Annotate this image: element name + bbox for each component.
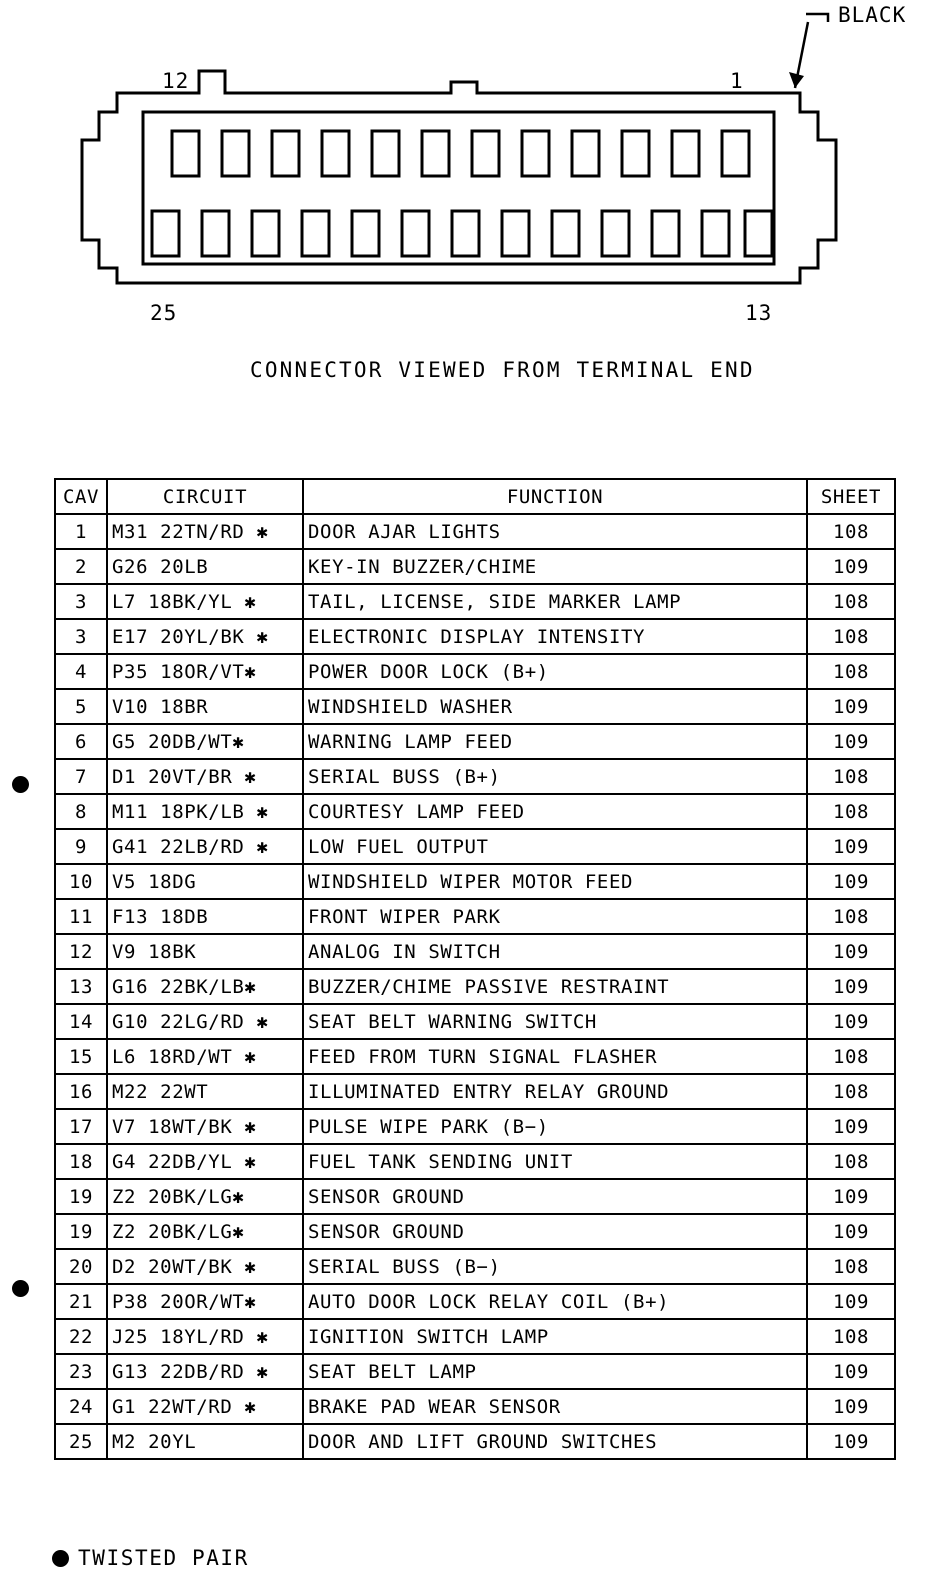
cell-function: POWER DOOR LOCK (B+)	[303, 654, 807, 689]
cell-sheet: 109	[807, 969, 895, 1004]
cell-cav: 23	[55, 1354, 107, 1389]
cell-circuit: V10 18BR	[107, 689, 303, 724]
twisted-pair-marker	[12, 776, 29, 793]
table-row	[55, 1389, 895, 1424]
cell-circuit: G26 20LB	[107, 549, 303, 584]
column-header-circuit: CIRCUIT	[107, 479, 303, 514]
twisted-pair-label: TWISTED PAIR	[78, 1546, 249, 1570]
cell-cav: 13	[55, 969, 107, 1004]
cell-cav: 10	[55, 864, 107, 899]
table-row	[55, 1179, 895, 1214]
cell-cav: 4	[55, 654, 107, 689]
cell-sheet: 108	[807, 619, 895, 654]
cell-function: WARNING LAMP FEED	[303, 724, 807, 759]
cell-circuit: L6 18RD/WT ✱	[107, 1039, 303, 1074]
cell-circuit: Z2 20BK/LG✱	[107, 1214, 303, 1249]
cell-sheet: 109	[807, 1354, 895, 1389]
pin-label-12: 12	[162, 69, 190, 93]
cell-function: BUZZER/CHIME PASSIVE RESTRAINT	[303, 969, 807, 1004]
table-row	[55, 829, 895, 864]
cell-function: SENSOR GROUND	[303, 1214, 807, 1249]
twisted-pair-marker	[12, 1280, 29, 1297]
cell-cav: 8	[55, 794, 107, 829]
cell-cav: 11	[55, 899, 107, 934]
table-row	[55, 1039, 895, 1074]
twisted-pair-dot-icon	[52, 1550, 69, 1567]
cell-cav: 17	[55, 1109, 107, 1144]
cell-function: WINDSHIELD WIPER MOTOR FEED	[303, 864, 807, 899]
cell-sheet: 108	[807, 759, 895, 794]
cell-cav: 5	[55, 689, 107, 724]
cell-function: ANALOG IN SWITCH	[303, 934, 807, 969]
pin-label-25: 25	[150, 301, 178, 325]
cell-sheet: 108	[807, 1039, 895, 1074]
table-row	[55, 1354, 895, 1389]
cell-sheet: 109	[807, 549, 895, 584]
cell-function: TAIL, LICENSE, SIDE MARKER LAMP	[303, 584, 807, 619]
table-header-row	[55, 479, 895, 514]
cell-function: FUEL TANK SENDING UNIT	[303, 1144, 807, 1179]
cell-circuit: V9 18BK	[107, 934, 303, 969]
black-callout-leader	[789, 14, 828, 88]
cell-sheet: 108	[807, 514, 895, 549]
cell-circuit: P38 20OR/WT✱	[107, 1284, 303, 1319]
pin-label-1: 1	[730, 69, 744, 93]
terminal-row-top	[172, 131, 749, 176]
cell-cav: 7	[55, 759, 107, 794]
cell-circuit: G5 20DB/WT✱	[107, 724, 303, 759]
cell-circuit: M22 22WT	[107, 1074, 303, 1109]
table-row	[55, 759, 895, 794]
cell-circuit: J25 18YL/RD ✱	[107, 1319, 303, 1354]
table-row	[55, 1144, 895, 1179]
cell-sheet: 108	[807, 899, 895, 934]
cell-circuit: D1 20VT/BR ✱	[107, 759, 303, 794]
cell-function: AUTO DOOR LOCK RELAY COIL (B+)	[303, 1284, 807, 1319]
cell-circuit: Z2 20BK/LG✱	[107, 1179, 303, 1214]
cell-circuit: E17 20YL/BK ✱	[107, 619, 303, 654]
cell-circuit: G10 22LG/RD ✱	[107, 1004, 303, 1039]
table-row	[55, 1109, 895, 1144]
legend-twisted-pair	[52, 1546, 249, 1570]
column-header-cav: CAV	[55, 479, 107, 514]
cell-function: PULSE WIPE PARK (B−)	[303, 1109, 807, 1144]
cell-function: SENSOR GROUND	[303, 1179, 807, 1214]
cell-function: IGNITION SWITCH LAMP	[303, 1319, 807, 1354]
cell-cav: 12	[55, 934, 107, 969]
cell-sheet: 109	[807, 1284, 895, 1319]
cell-function: FEED FROM TURN SIGNAL FLASHER	[303, 1039, 807, 1074]
table-row	[55, 899, 895, 934]
cell-circuit: L7 18BK/YL ✱	[107, 584, 303, 619]
cell-cav: 19	[55, 1214, 107, 1249]
cell-cav: 19	[55, 1179, 107, 1214]
cell-circuit: P35 18OR/VT✱	[107, 654, 303, 689]
cell-sheet: 108	[807, 794, 895, 829]
table-row	[55, 1319, 895, 1354]
table-row	[55, 1004, 895, 1039]
cell-cav: 3	[55, 619, 107, 654]
table-row	[55, 934, 895, 969]
cell-function: SERIAL BUSS (B−)	[303, 1249, 807, 1284]
cell-cav: 24	[55, 1389, 107, 1424]
terminal-row-bottom	[152, 211, 772, 256]
black-callout-label: BLACK	[838, 3, 907, 27]
cell-sheet: 109	[807, 1109, 895, 1144]
cell-sheet: 108	[807, 1074, 895, 1109]
cell-function: LOW FUEL OUTPUT	[303, 829, 807, 864]
cell-circuit: G1 22WT/RD ✱	[107, 1389, 303, 1424]
cell-sheet: 108	[807, 1144, 895, 1179]
cell-sheet: 109	[807, 1424, 895, 1459]
cell-sheet: 109	[807, 864, 895, 899]
diagram-caption: CONNECTOR VIEWED FROM TERMINAL END	[250, 358, 755, 382]
cell-circuit: G16 22BK/LB✱	[107, 969, 303, 1004]
cell-cav: 20	[55, 1249, 107, 1284]
cell-cav: 15	[55, 1039, 107, 1074]
cell-circuit: G13 22DB/RD ✱	[107, 1354, 303, 1389]
cell-sheet: 108	[807, 1319, 895, 1354]
cell-cav: 9	[55, 829, 107, 864]
cell-sheet: 109	[807, 1179, 895, 1214]
table-row	[55, 1249, 895, 1284]
table-row	[55, 1424, 895, 1459]
table-row	[55, 654, 895, 689]
table-row	[55, 1284, 895, 1319]
pinout-table	[54, 478, 896, 1460]
connector-illustration	[0, 0, 944, 440]
cell-function: FRONT WIPER PARK	[303, 899, 807, 934]
cell-sheet: 108	[807, 654, 895, 689]
cell-sheet: 108	[807, 584, 895, 619]
cell-circuit: D2 20WT/BK ✱	[107, 1249, 303, 1284]
table-row	[55, 794, 895, 829]
cell-function: SEAT BELT LAMP	[303, 1354, 807, 1389]
cell-cav: 16	[55, 1074, 107, 1109]
cell-circuit: G4 22DB/YL ✱	[107, 1144, 303, 1179]
table-row	[55, 584, 895, 619]
cell-cav: 3	[55, 584, 107, 619]
pin-label-13: 13	[745, 301, 773, 325]
table-row	[55, 864, 895, 899]
cell-circuit: F13 18DB	[107, 899, 303, 934]
cell-cav: 22	[55, 1319, 107, 1354]
table-row	[55, 619, 895, 654]
cell-cav: 18	[55, 1144, 107, 1179]
cell-cav: 25	[55, 1424, 107, 1459]
cell-sheet: 109	[807, 934, 895, 969]
cell-cav: 2	[55, 549, 107, 584]
table-row	[55, 689, 895, 724]
cell-sheet: 109	[807, 689, 895, 724]
cell-circuit: G41 22LB/RD ✱	[107, 829, 303, 864]
cell-function: DOOR AND LIFT GROUND SWITCHES	[303, 1424, 807, 1459]
table-row	[55, 549, 895, 584]
cell-sheet: 109	[807, 1214, 895, 1249]
cell-cav: 1	[55, 514, 107, 549]
cell-circuit: V7 18WT/BK ✱	[107, 1109, 303, 1144]
cell-cav: 21	[55, 1284, 107, 1319]
cell-function: WINDSHIELD WASHER	[303, 689, 807, 724]
cell-sheet: 108	[807, 1249, 895, 1284]
cell-circuit: M11 18PK/LB ✱	[107, 794, 303, 829]
cell-function: SEAT BELT WARNING SWITCH	[303, 1004, 807, 1039]
cell-sheet: 109	[807, 1389, 895, 1424]
cell-circuit: M2 20YL	[107, 1424, 303, 1459]
cell-function: SERIAL BUSS (B+)	[303, 759, 807, 794]
table-row	[55, 969, 895, 1004]
cell-sheet: 109	[807, 829, 895, 864]
cell-function: COURTESY LAMP FEED	[303, 794, 807, 829]
cell-function: BRAKE PAD WEAR SENSOR	[303, 1389, 807, 1424]
cell-function: KEY-IN BUZZER/CHIME	[303, 549, 807, 584]
column-header-function: FUNCTION	[303, 479, 807, 514]
cell-sheet: 109	[807, 724, 895, 759]
table-row	[55, 1214, 895, 1249]
table-row	[55, 514, 895, 549]
column-header-sheet: SHEET	[807, 479, 895, 514]
table-row	[55, 724, 895, 759]
cell-function: ELECTRONIC DISPLAY INTENSITY	[303, 619, 807, 654]
cell-function: DOOR AJAR LIGHTS	[303, 514, 807, 549]
cell-circuit: M31 22TN/RD ✱	[107, 514, 303, 549]
cell-circuit: V5 18DG	[107, 864, 303, 899]
pinout-table-container	[54, 478, 894, 1460]
cell-sheet: 109	[807, 1004, 895, 1039]
table-row	[55, 1074, 895, 1109]
connector-diagram	[0, 0, 944, 440]
cell-function: ILLUMINATED ENTRY RELAY GROUND	[303, 1074, 807, 1109]
cell-cav: 14	[55, 1004, 107, 1039]
cell-cav: 6	[55, 724, 107, 759]
